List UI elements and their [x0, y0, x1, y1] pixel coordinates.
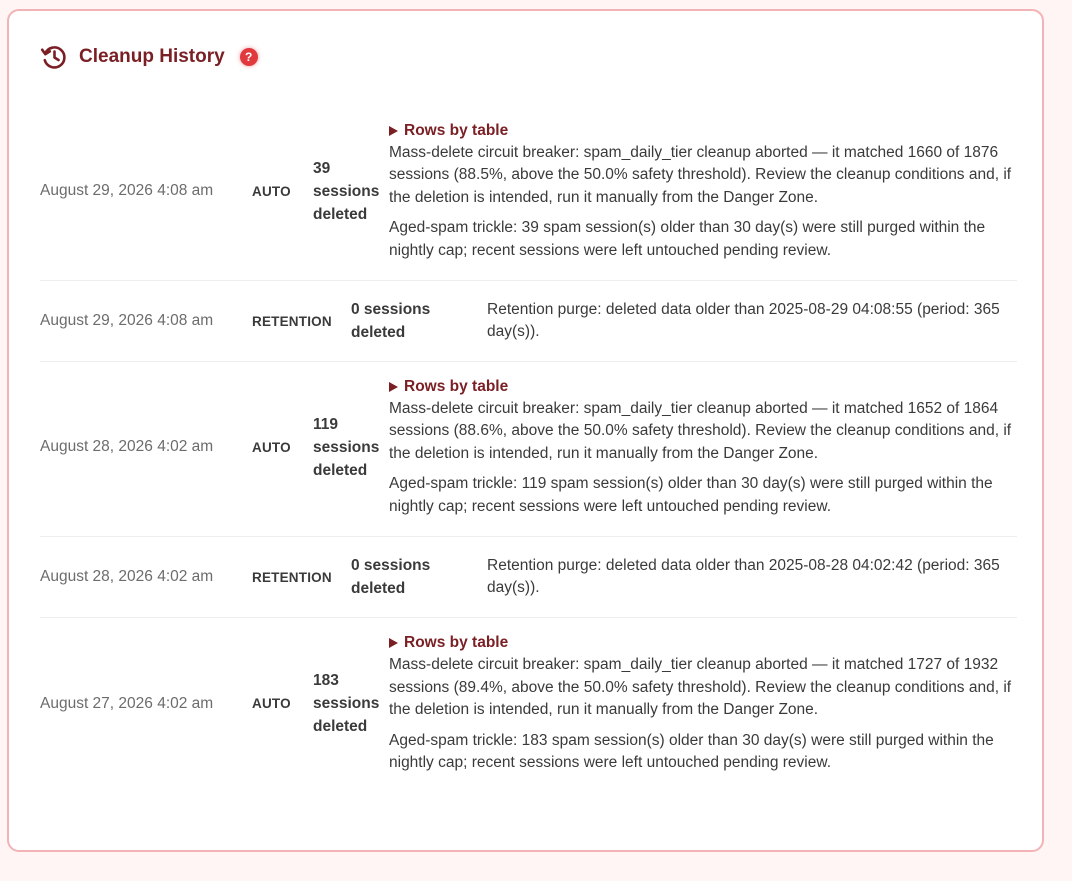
count-suffix: deleted — [313, 461, 368, 479]
row-type-badge: AUTO — [252, 439, 291, 455]
circuit-breaker-message: Mass-delete circuit breaker: spam_daily_tier cleanup aborted — it matched 1652 of 1864 sessions (88.6%, above the 50.0% safety threshold). Review the cleanup conditions and, if the deletion is intended, run it manually from the Danger Zone. — [389, 399, 1012, 462]
trickle-message: Aged-spam trickle: 183 spam session(s) older than 30 day(s) were still purged within the nightly cap; recent sessions were left untouched pending review. — [389, 731, 994, 772]
count-suffix: deleted — [351, 580, 406, 597]
row-count — [313, 669, 389, 738]
page-title: Cleanup History — [79, 46, 225, 67]
row-details — [389, 632, 1017, 775]
row-count — [351, 554, 487, 600]
row-count — [351, 298, 487, 344]
row-details — [487, 555, 1017, 600]
count-number: 119 — [313, 415, 339, 433]
row-type-badge: AUTO — [252, 696, 291, 711]
rows-by-table-label: Rows by table — [404, 634, 509, 652]
row-details — [389, 120, 1017, 263]
trickle-message: Aged-spam trickle: 39 spam session(s) older than 30 day(s) were still purged within the nightly cap; recent sessions were left untouched pending review. — [389, 219, 986, 259]
row-type-badge: RETENTION — [252, 569, 332, 585]
rows-by-table-toggle[interactable] — [389, 376, 1017, 398]
count-unit: sessions — [313, 182, 380, 200]
history-icon — [40, 43, 68, 71]
count-number: 0 sessions — [351, 301, 431, 318]
disclosure-triangle-icon — [389, 638, 398, 648]
row-date: August 29, 2026 4:08 am — [40, 312, 214, 329]
help-icon[interactable]: ? — [240, 48, 258, 66]
circuit-breaker-message: Mass-delete circuit breaker: spam_daily_tier cleanup aborted — it matched 1727 of 1932 sessions (89.4%, above the 50.0% safety threshold). Review the cleanup conditions and, if the deletion is intended, run it manually from the Danger Zone. — [389, 656, 1012, 719]
count-unit: sessions — [313, 695, 380, 712]
disclosure-triangle-icon — [389, 126, 398, 136]
history-list — [40, 106, 1017, 793]
history-row — [40, 537, 1017, 618]
row-details — [487, 299, 1017, 344]
row-details — [389, 376, 1017, 519]
disclosure-triangle-icon — [389, 382, 398, 392]
row-date: August 29, 2026 4:08 am — [40, 182, 214, 199]
history-row — [40, 281, 1017, 362]
rows-by-table-label: Rows by table — [404, 377, 509, 395]
history-row — [40, 106, 1017, 281]
panel-header — [40, 41, 258, 73]
count-number: 0 sessions — [351, 557, 431, 574]
history-row — [40, 618, 1017, 793]
trickle-message: Aged-spam trickle: 119 spam session(s) older than 30 day(s) were still purged within the nightly cap; recent sessions were left untouched pending review. — [389, 475, 993, 515]
circuit-breaker-message: Mass-delete circuit breaker: spam_daily_tier cleanup aborted — it matched 1660 of 1876 sessions (88.5%, above the 50.0% safety threshold). Review the cleanup conditions and, if the deletion is intended, run it manually from the Danger Zone. — [389, 143, 1012, 206]
count-suffix: deleted — [313, 718, 368, 735]
row-date: August 28, 2026 4:02 am — [40, 438, 214, 455]
row-type-badge: RETENTION — [252, 313, 332, 329]
rows-by-table-toggle[interactable] — [389, 120, 1017, 142]
history-row — [40, 362, 1017, 537]
count-unit: sessions — [313, 438, 380, 456]
row-count — [313, 157, 389, 226]
rows-by-table-toggle[interactable] — [389, 632, 1017, 654]
count-suffix: deleted — [351, 324, 406, 341]
row-count — [313, 413, 389, 482]
count-number: 183 — [313, 672, 339, 689]
retention-message: Retention purge: deleted data older than 2025-08-28 04:02:42 (period: 365 day(s)). — [487, 556, 1000, 596]
cleanup-history-panel — [7, 9, 1044, 852]
rows-by-table-label: Rows by table — [404, 121, 509, 139]
count-number: 39 — [313, 159, 331, 177]
row-type-badge: AUTO — [252, 183, 291, 199]
row-date: August 27, 2026 4:02 am — [40, 694, 214, 712]
retention-message: Retention purge: deleted data older than 2025-08-29 04:08:55 (period: 365 day(s)). — [487, 300, 1000, 340]
count-suffix: deleted — [313, 205, 368, 223]
row-date: August 28, 2026 4:02 am — [40, 568, 214, 585]
